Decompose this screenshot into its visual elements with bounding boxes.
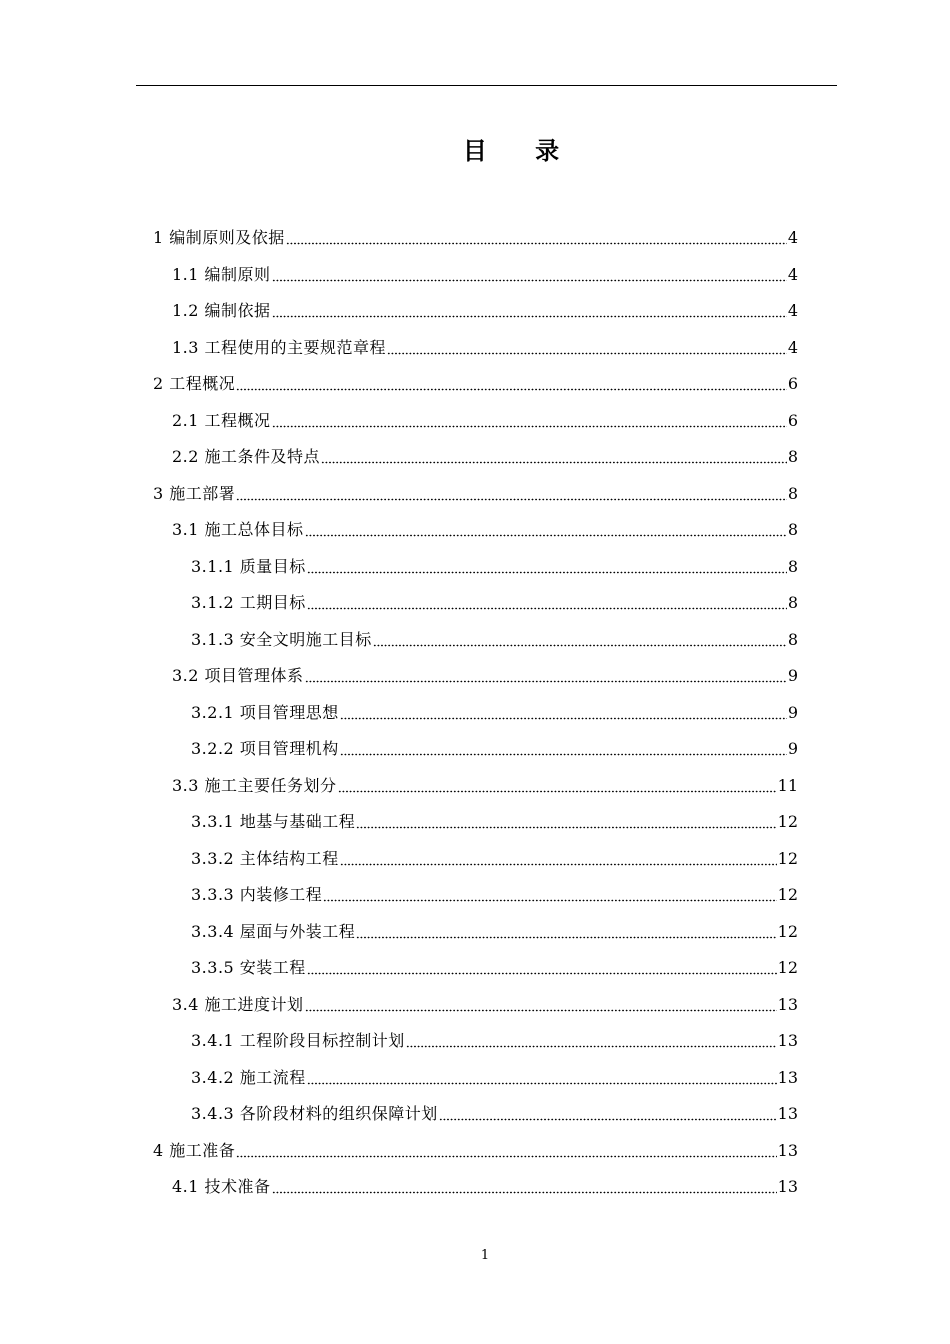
toc-entry[interactable] <box>172 403 798 439</box>
toc-entry-page: 13 <box>777 1104 798 1123</box>
toc-entry-page: 9 <box>787 666 798 685</box>
toc-entry[interactable] <box>172 987 798 1023</box>
toc-entry-title: 1 编制原则及依据 <box>153 228 285 247</box>
toc-entry-title: 3.1.3 安全文明施工目标 <box>191 629 372 649</box>
toc-entry-page: 8 <box>787 629 798 649</box>
toc-entry-title: 3.3.2 主体结构工程 <box>191 848 339 868</box>
toc-entry-page: 4 <box>787 301 798 320</box>
toc-entry-page: 6 <box>787 374 798 393</box>
toc-entry[interactable] <box>153 476 798 512</box>
toc-entry-title: 3.2.1 项目管理思想 <box>191 702 339 722</box>
toc-entry-page: 4 <box>787 337 798 357</box>
toc-entry-title: 3.1.2 工期目标 <box>191 593 306 612</box>
toc-dot-leader <box>373 632 787 648</box>
toc-entry-page: 13 <box>777 1067 798 1087</box>
toc-entry-page: 4 <box>787 264 798 284</box>
toc-entry-page: 11 <box>777 775 798 795</box>
toc-entry-page: 13 <box>777 1031 798 1050</box>
toc-entry[interactable] <box>191 841 798 877</box>
toc-entry-title: 3.3.3 内装修工程 <box>191 885 323 904</box>
toc-entry[interactable] <box>191 1023 798 1059</box>
toc-entry-title: 3.3.5 安装工程 <box>191 958 306 977</box>
toc-entry-page: 8 <box>787 556 798 576</box>
toc-entry[interactable] <box>172 512 798 548</box>
toc-dot-leader <box>272 413 787 429</box>
toc-entry-page: 12 <box>777 812 798 831</box>
toc-entry[interactable] <box>191 877 798 913</box>
toc-entry-page: 8 <box>787 520 798 539</box>
toc-entry-title: 2 工程概况 <box>153 374 236 393</box>
toc-dot-leader <box>307 559 787 575</box>
page-number: 1 <box>480 1248 490 1263</box>
toc-entry-title: 3.1 施工总体目标 <box>172 520 304 539</box>
toc-dot-leader <box>323 887 776 903</box>
toc-dot-leader <box>305 522 787 538</box>
toc-entry[interactable] <box>191 695 798 731</box>
toc-dot-leader <box>356 814 776 830</box>
toc-entry[interactable] <box>191 950 798 986</box>
toc-entry-page: 8 <box>787 483 798 503</box>
toc-entry[interactable] <box>191 804 798 840</box>
toc-entry[interactable] <box>153 1133 798 1169</box>
toc-entry-title: 2.2 施工条件及特点 <box>172 447 321 466</box>
toc-entry[interactable] <box>172 768 798 804</box>
toc-entry-page: 13 <box>777 1140 798 1160</box>
toc-dot-leader <box>272 1179 777 1195</box>
toc-entry-title: 1.2 编制依据 <box>172 301 271 320</box>
toc-entry-title: 3.4.2 施工流程 <box>191 1067 306 1087</box>
toc-dot-leader <box>236 376 787 392</box>
toc-entry-title: 4 施工准备 <box>153 1140 236 1160</box>
toc-entry[interactable] <box>191 1096 798 1132</box>
toc-dot-leader <box>321 449 787 465</box>
toc-dot-leader <box>340 741 787 757</box>
toc-dot-leader <box>236 1143 776 1159</box>
toc-dot-leader <box>387 340 787 356</box>
toc-entry-title: 3.4.3 各阶段材料的组织保障计划 <box>191 1104 438 1123</box>
toc-entry[interactable] <box>191 622 798 658</box>
toc-entry[interactable] <box>172 330 798 366</box>
toc-entry-page: 13 <box>777 1177 798 1196</box>
toc-entry[interactable] <box>153 366 798 402</box>
toc-dot-leader <box>356 924 776 940</box>
toc-entry-title: 3.4 施工进度计划 <box>172 994 304 1014</box>
toc-entry-page: 8 <box>787 447 798 466</box>
toc-entry-page: 9 <box>787 739 798 758</box>
toc-entry-page: 12 <box>777 885 798 904</box>
toc-dot-leader <box>236 486 787 502</box>
toc-entry-title: 2.1 工程概况 <box>172 410 271 430</box>
toc-dot-leader <box>338 778 777 794</box>
toc-entry[interactable] <box>153 220 798 256</box>
toc-entry-page: 12 <box>777 958 798 977</box>
toc-entry-page: 9 <box>787 702 798 722</box>
toc-dot-leader <box>307 1070 777 1086</box>
toc-dot-leader <box>406 1033 777 1049</box>
toc-dot-leader <box>272 267 787 283</box>
toc-entry-title: 1.1 编制原则 <box>172 264 271 284</box>
toc-entry-title: 3.2.2 项目管理机构 <box>191 739 339 758</box>
toc-entry-page: 13 <box>777 994 798 1014</box>
toc-dot-leader <box>272 303 787 319</box>
toc-title: 目 录 <box>462 137 580 165</box>
toc-entry[interactable] <box>172 1169 798 1205</box>
toc-entry-title: 3.3.1 地基与基础工程 <box>191 812 356 831</box>
toc-entry-page: 4 <box>787 228 798 247</box>
toc-entry-title: 3.4.1 工程阶段目标控制计划 <box>191 1031 405 1050</box>
toc-dot-leader <box>340 851 777 867</box>
toc-entry-title: 4.1 技术准备 <box>172 1177 271 1196</box>
toc-entry[interactable] <box>172 293 798 329</box>
header-rule <box>136 85 837 86</box>
toc-entry[interactable] <box>191 549 798 585</box>
toc-entry[interactable] <box>172 439 798 475</box>
toc-dot-leader <box>307 960 777 976</box>
toc-entry[interactable] <box>191 585 798 621</box>
toc-entry-page: 6 <box>787 410 798 430</box>
toc-entry[interactable] <box>172 658 798 694</box>
toc-entry[interactable] <box>191 914 798 950</box>
toc-entry[interactable] <box>191 731 798 767</box>
toc-entry-page: 12 <box>777 921 798 941</box>
toc-dot-leader <box>439 1106 777 1122</box>
toc-dot-leader <box>340 705 787 721</box>
toc-dot-leader <box>305 668 787 684</box>
toc-entry-page: 8 <box>787 593 798 612</box>
toc-entry-title: 3.2 项目管理体系 <box>172 666 304 685</box>
toc-entry[interactable] <box>191 1060 798 1096</box>
toc-entry-title: 3.3.4 屋面与外装工程 <box>191 921 356 941</box>
toc-entry[interactable] <box>172 257 798 293</box>
toc-entry-page: 12 <box>777 848 798 868</box>
toc-dot-leader <box>286 230 787 246</box>
toc-entry-title: 3.3 施工主要任务划分 <box>172 775 337 795</box>
toc-entry-title: 1.3 工程使用的主要规范章程 <box>172 337 387 357</box>
toc-entry-title: 3.1.1 质量目标 <box>191 556 306 576</box>
toc-dot-leader <box>305 997 777 1013</box>
toc-entry-title: 3 施工部署 <box>153 483 236 503</box>
toc-dot-leader <box>307 595 787 611</box>
